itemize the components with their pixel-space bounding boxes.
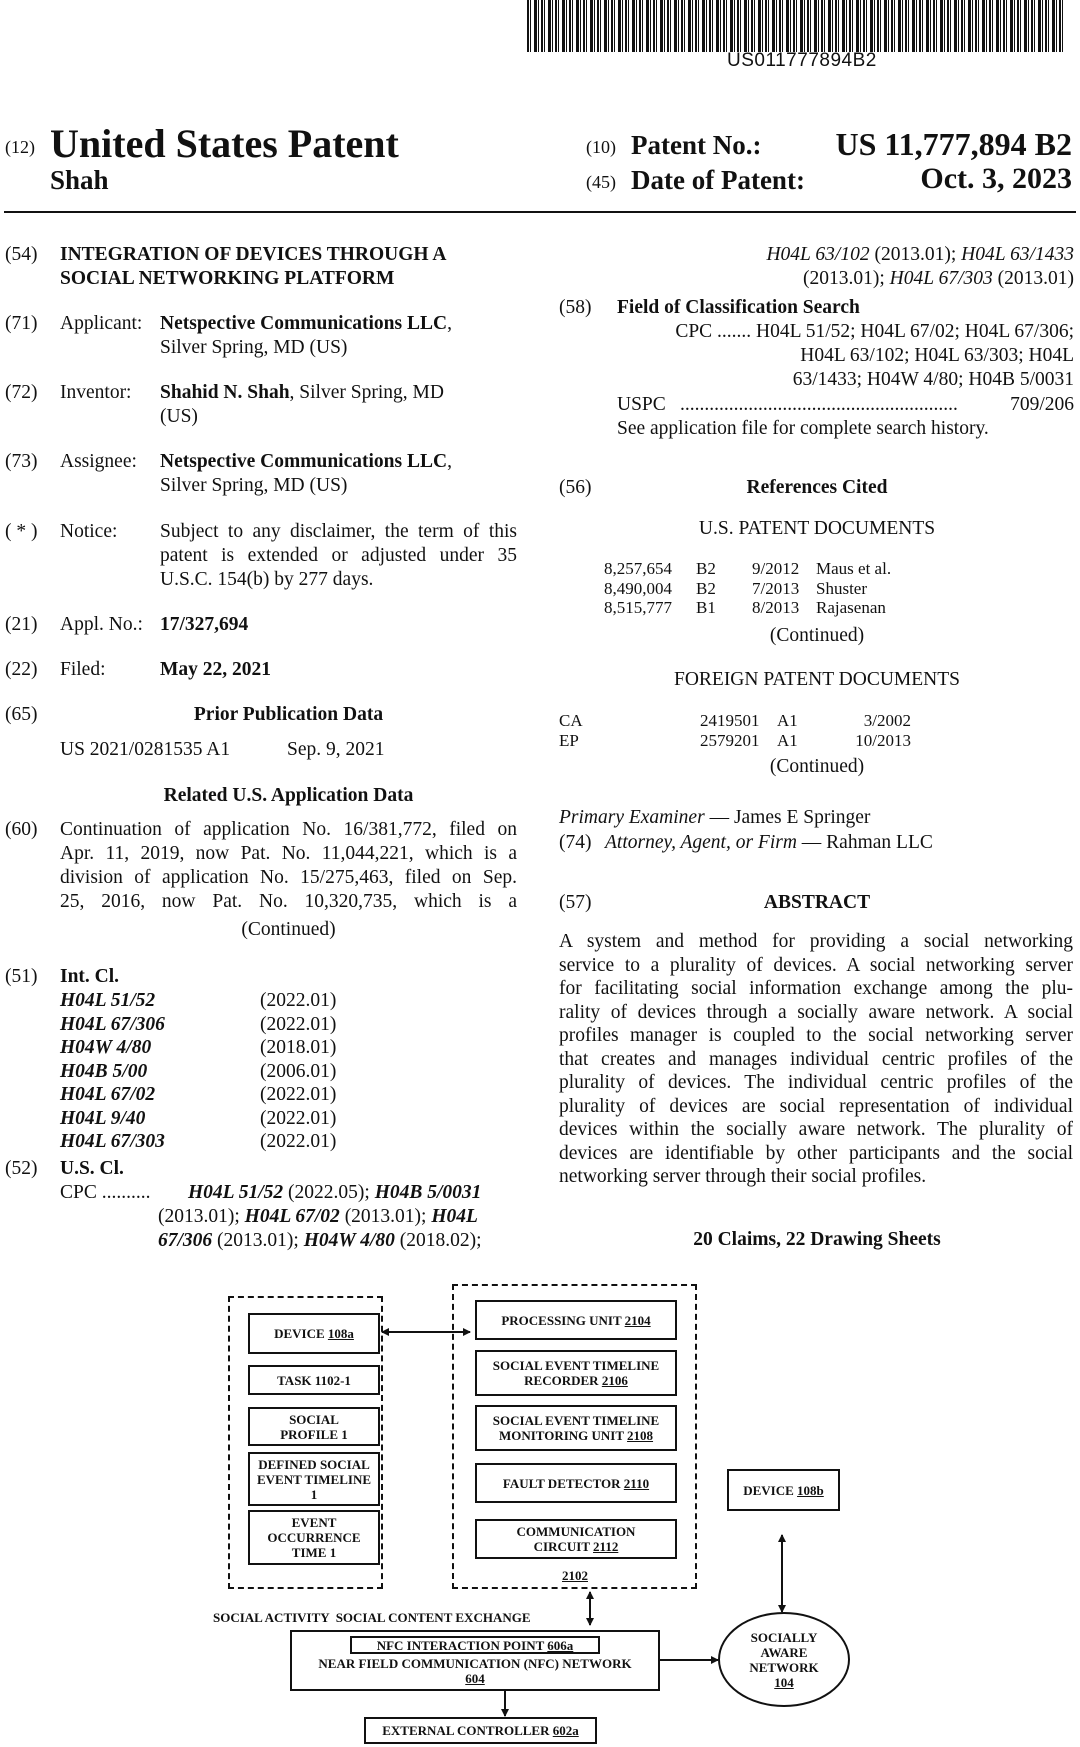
cpc-cont-line-1: H04L 63/102 (2013.01); H04L 63/1433: [766, 244, 1074, 265]
cpc-cont-line-2: (2013.01); H04L 67/303 (2013.01): [802, 268, 1074, 289]
exchange-label: SOCIAL ACTIVITY SOCIAL CONTENT EXCHANGE: [213, 1609, 531, 1625]
us-cpc-line-1: H04L 51/52 (2022.05); H04B 5/0031: [188, 1182, 482, 1203]
us-cl-label: U.S. Cl.: [60, 1158, 124, 1179]
code-56: (56): [559, 477, 592, 498]
task-box: TASK 1102-1: [248, 1365, 380, 1395]
socially-aware-network-oval: [718, 1612, 850, 1707]
us-doc-row: 8,257,654 B2 9/2012 Maus et al.: [604, 559, 892, 578]
applicant-label: Applicant:: [60, 313, 143, 334]
foreign-docs-heading: FOREIGN PATENT DOCUMENTS: [673, 669, 961, 690]
code-57: (57): [559, 892, 592, 913]
int-cl-row: H04L 67/02 (2022.01): [60, 1084, 337, 1105]
abstract-heading: ABSTRACT: [763, 892, 871, 913]
int-cl-row: H04B 5/00 (2006.01): [60, 1060, 337, 1082]
abstract-line: plurality of devices. The individual centric profiles of the: [559, 1072, 1073, 1093]
related-line-2: Apr. 11, 2019, now Pat. No. 11,044,221, which is a: [60, 843, 517, 864]
appl-no-label: Appl. No.:: [60, 614, 143, 635]
int-cl-label: Int. Cl.: [60, 966, 120, 987]
us-doc-row: 8,515,777 B1 8/2013 Rajasenan: [604, 598, 886, 617]
notice-line-2: patent is extended or adjusted under 35: [160, 545, 517, 566]
field-search-line-2: H04L 63/102; H04L 63/303; H04L: [800, 345, 1074, 366]
external-controller-box: EXTERNAL CONTROLLER 602a: [364, 1717, 597, 1744]
abstract-line: networking server through their social profiles.: [559, 1166, 927, 1187]
nfc-network-label: NEAR FIELD COMMUNICATION (NFC) NETWORK: [318, 1655, 632, 1671]
uspc-leader: .........................................................: [680, 394, 958, 415]
abstract-line: that creates and manages individual centric profiles of the: [559, 1048, 1073, 1070]
related-line-1: Continuation of application No. 16/381,772, filed on: [60, 819, 517, 840]
nfc-interaction-point-box: NFC INTERACTION POINT 606a: [350, 1636, 600, 1654]
notice-line-3: U.S.C. 154(b) by 277 days.: [160, 569, 374, 590]
filed-date: May 22, 2021: [160, 659, 272, 680]
code-72: (72): [5, 382, 38, 403]
device-108a-box: DEVICE 108a: [248, 1313, 380, 1354]
code-71: (71): [5, 313, 38, 334]
int-cl-row: H04L 9/40 (2022.01): [60, 1107, 337, 1129]
socially-aware-label: SOCIALLY AWARE NETWORK: [749, 1629, 819, 1675]
prior-publication-date: Sep. 9, 2021: [287, 739, 385, 760]
abstract-line: profiles manager is coupled to the social networking server: [559, 1025, 1073, 1046]
uspc-value: 709/206: [1010, 394, 1074, 415]
code-52: (52): [5, 1158, 38, 1179]
primary-examiner: Primary Examiner — James E Springer: [559, 807, 871, 828]
attorney: Attorney, Agent, or Firm — Rahman LLC: [605, 832, 933, 853]
server-ref-label: 2102: [562, 1567, 588, 1583]
title-line-2: SOCIAL NETWORKING PLATFORM: [60, 268, 395, 289]
related-line-3: division of application No. 15/275,463, filed on Sep.: [60, 867, 517, 888]
code-58: (58): [559, 297, 592, 318]
related-continued: (Continued): [241, 919, 336, 940]
references-heading: References Cited: [746, 477, 888, 498]
assignee-location: Silver Spring, MD (US): [160, 475, 348, 496]
device-108b-box: DEVICE 108b: [727, 1469, 840, 1511]
abstract-line: A system and method for providing a social networking: [559, 931, 1073, 952]
foreign-docs-continued: (Continued): [769, 756, 865, 777]
abstract-line: devices are identifiable by other participants and the social: [559, 1142, 1073, 1164]
notice-code: ( * ): [5, 521, 38, 542]
abstract-line: rality of devices through a socially aware network. A social: [559, 1001, 1073, 1023]
int-cl-row: H04L 67/303 (2022.01): [60, 1131, 337, 1152]
socially-aware-ref: 104: [774, 1674, 794, 1690]
title-line-1: INTEGRATION OF DEVICES THROUGH A: [60, 244, 447, 265]
us-cpc-line-3: 67/306 (2013.01); H04W 4/80 (2018.02);: [158, 1230, 482, 1251]
appl-no: 17/327,694: [160, 614, 249, 635]
nfc-network-ref: 604: [465, 1670, 485, 1686]
int-cl-row: H04W 4/80 (2018.01): [60, 1037, 337, 1058]
related-line-4: 25, 2016, now Pat. No. 10,320,735, which is a: [60, 891, 517, 912]
field-search-label: Field of Classification Search: [617, 297, 860, 318]
assignee-label: Assignee:: [60, 451, 137, 472]
event-occurrence-box: EVENT OCCURRENCE TIME 1: [248, 1510, 380, 1565]
claims-summary: 20 Claims, 22 Drawing Sheets: [693, 1229, 941, 1250]
code-65: (65): [5, 704, 38, 725]
patent-number: US 11,777,894 B2: [835, 126, 1072, 162]
code-74: (74): [559, 832, 592, 853]
field-search-line-3: 63/1433; H04W 4/80; H04B 5/0031: [792, 369, 1074, 390]
processing-unit-box: PROCESSING UNIT 2104: [475, 1300, 677, 1340]
us-cpc-label: CPC ..........: [60, 1182, 151, 1203]
code-12: (12): [5, 137, 35, 157]
inventor: Shahid N. Shah, Silver Spring, MD: [160, 382, 444, 403]
code-10: (10): [586, 137, 616, 157]
code-73: (73): [5, 451, 38, 472]
barcode-number: US011777894B2: [727, 50, 877, 71]
int-cl-row: H04L 51/52 (2022.01): [60, 990, 337, 1011]
prior-publication-number: US 2021/0281535 A1: [60, 739, 231, 760]
us-doc-row: 8,490,004 B2 7/2013 Shuster: [604, 578, 867, 598]
foreign-doc-row: EP 2579201 A1 10/2013: [559, 730, 911, 750]
foreign-doc-row: CA 2419501 A1 3/2002: [559, 711, 911, 730]
patent-no-label: Patent No.:: [631, 130, 762, 160]
search-history-note: See application file for complete search history.: [617, 418, 989, 439]
field-search-line-1: CPC ....... H04L 51/52; H04L 67/02; H04L 67/306;: [675, 321, 1074, 342]
uspc-label: USPC: [617, 394, 666, 415]
code-60: (60): [5, 819, 38, 840]
patent-date: Oct. 3, 2023: [920, 162, 1072, 195]
assignee: Netspective Communications LLC,: [160, 451, 452, 472]
notice-label: Notice:: [60, 521, 118, 542]
social-profile-box: SOCIAL PROFILE 1: [248, 1407, 380, 1446]
patent-type: United States Patent: [50, 121, 399, 166]
abstract-line: devices within the socially aware network. The plurality of: [559, 1119, 1073, 1140]
nfc-network-box: [290, 1630, 660, 1691]
us-docs-continued: (Continued): [769, 625, 865, 646]
notice-line-1: Subject to any disclaimer, the term of this: [160, 521, 517, 542]
us-cpc-line-2: (2013.01); H04L 67/02 (2013.01); H04L: [158, 1206, 478, 1227]
code-54: (54): [5, 244, 38, 265]
date-label: Date of Patent:: [631, 165, 805, 195]
code-21: (21): [5, 614, 38, 635]
us-docs-heading: U.S. PATENT DOCUMENTS: [698, 518, 936, 539]
int-cl-row: H04L 67/306 (2022.01): [60, 1013, 337, 1035]
abstract-line: service to a plurality of devices. A social networking server: [559, 954, 1073, 976]
related-application-heading: Related U.S. Application Data: [163, 785, 414, 806]
communication-circuit-box: COMMUNICATION CIRCUIT 2112: [475, 1519, 677, 1559]
timeline-monitoring-box: SOCIAL EVENT TIMELINE MONITORING UNIT 2108: [475, 1405, 677, 1451]
abstract-line: plurality of devices are social representation of individual: [559, 1095, 1073, 1117]
applicant-location: Silver Spring, MD (US): [160, 337, 348, 358]
timeline-recorder-box: SOCIAL EVENT TIMELINE RECORDER 2106: [475, 1350, 677, 1396]
defined-event-timeline-box: DEFINED SOCIAL EVENT TIMELINE 1: [248, 1452, 380, 1506]
applicant: Netspective Communications LLC,: [160, 313, 452, 334]
inventor-short: Shah: [50, 165, 109, 195]
code-22: (22): [5, 659, 38, 680]
prior-publication-heading: Prior Publication Data: [193, 704, 384, 725]
abstract-line: for facilitating social information exchange among the plu-: [559, 978, 1073, 999]
inventor-country: (US): [160, 406, 198, 427]
code-45: (45): [586, 172, 616, 192]
inventor-label: Inventor:: [60, 382, 132, 403]
code-51: (51): [5, 966, 38, 987]
fault-detector-box: FAULT DETECTOR 2110: [475, 1463, 677, 1503]
filed-label: Filed:: [60, 659, 106, 680]
